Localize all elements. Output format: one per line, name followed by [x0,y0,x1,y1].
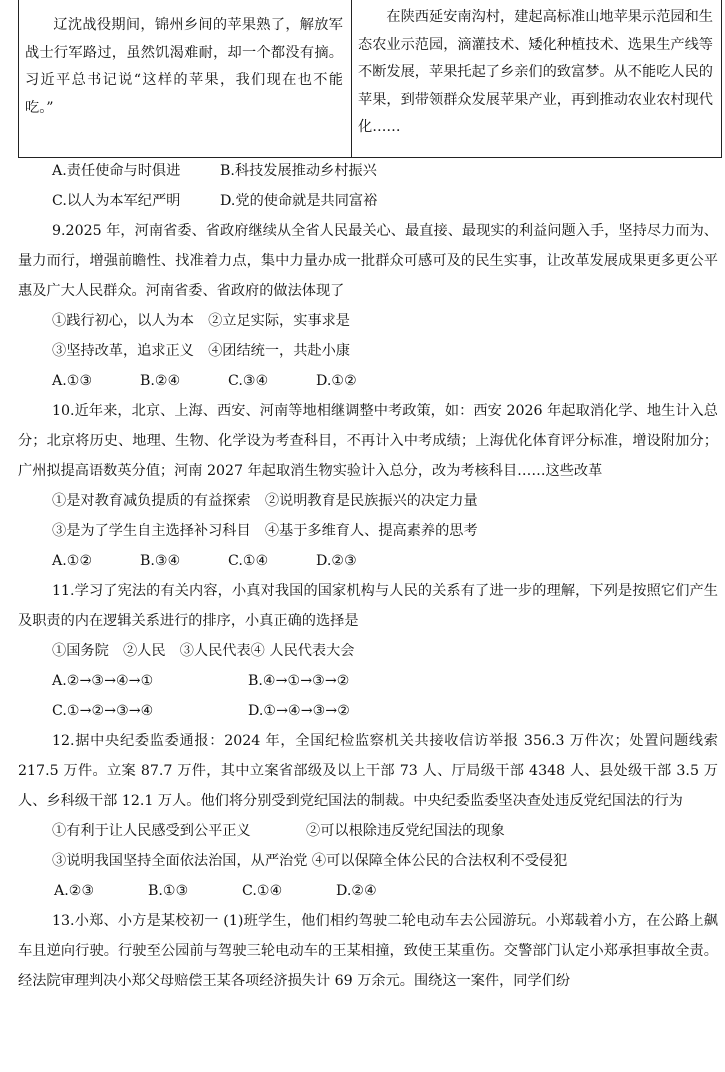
q10-option-a[interactable]: A.①② [52,553,93,569]
q12-stem: 12.据中央纪委监委通报：2024 年，全国纪检监察机关共接收信访举报 356.3 万件次；处置问题线索 217.5 万件。立案 87.7 万件，其中立案省部级及以上干部 73 人、厅局级干部 4348 人、县处级干部 3.5 万人、乡科级干部 12.1 万人。他们将分别受到党纪国法的制裁。中央纪委监委坚决查处违反党纪国法的行为 [18,733,718,809]
q10-options [18,546,718,576]
q12-option-a[interactable]: A.②③ [54,883,95,899]
material-table [18,0,722,158]
q9-statements-2: ③坚持改革，追求正义 ④团结统一，共赴小康 [52,343,350,359]
q8-option-d[interactable]: D.党的使命就是共同富裕 [220,193,378,209]
q11-option-c[interactable]: C.①→②→③→④ [52,703,154,719]
q9-option-d[interactable]: D.①② [316,373,357,389]
question-list [18,156,718,996]
q10-option-b[interactable]: B.③④ [140,553,181,569]
q8-options-row-1 [18,156,718,186]
q12-statements-2: ③说明我国坚持全面依法治国，从严治党 ④可以保障全体公民的合法权利不受侵犯 [52,853,568,869]
q12-statement-2: ②可以根除违反党纪国法的现象 [306,823,505,839]
q10-option-c[interactable]: C.①④ [228,553,269,569]
q8-option-b[interactable]: B.科技发展推动乡村振兴 [220,163,377,179]
q11-options-row-1 [18,666,718,696]
q9-option-b[interactable]: B.②④ [140,373,181,389]
q12-option-c[interactable]: C.①④ [242,883,283,899]
q12-options [18,876,718,906]
material-right-text: 在陕西延安南沟村，建起高标准山地苹果示范园和生态农业示范园，滴灌技术、矮化种植技术、选果生产线等不断发展，苹果托起了乡亲们的致富梦。从不能吃人民的苹果，到带领群众发展苹果产业，再到推动农业农村现代化…… [358,9,713,135]
q8-option-c[interactable]: C.以人为本军纪严明 [52,193,181,209]
q12-statements-1 [18,816,718,846]
q12-statement-1: ①有利于让人民感受到公平正义 [52,823,251,839]
q13-stem: 13.小郑、小方是某校初一 (1)班学生，他们相约驾驶二轮电动车去公园游玩。小郑载着小方，在公路上飙车且逆向行驶。行驶至公园前与驾驶三轮电动车的王某相撞，致使王某重伤。交警部门认定小郑承担事故全责。经法院审理判决小郑父母赔偿王某各项经济损失计 69 万余元。围绕这一案件，同学们纷 [18,913,718,989]
q12-option-b[interactable]: B.①③ [148,883,189,899]
q10-option-d[interactable]: D.②③ [316,553,357,569]
q11-option-d[interactable]: D.①→④→③→② [248,703,350,719]
q12-option-d[interactable]: D.②④ [336,883,377,899]
q10-statements-2: ③是为了学生自主选择补习科目 ④基于多维育人、提高素养的思考 [52,523,478,539]
q11-option-b[interactable]: B.④→①→③→② [248,673,350,689]
q10-statements-1: ①是对教育减负提质的有益探索 ②说明教育是民族振兴的决定力量 [52,493,478,509]
material-right-cell [352,0,721,157]
q8-options-row-2 [18,186,718,216]
q11-options-row-2 [18,696,718,726]
material-left-text: 辽沈战役期间，锦州乡间的苹果熟了，解放军战士行军路过，虽然饥渴难耐，却一个都没有摘。习近平总书记说“这样的苹果，我们现在也不能吃。” [25,17,343,116]
q11-stem: 11.学习了宪法的有关内容，小真对我国的国家机构与人民的关系有了进一步的理解，下列是按照它们产生及职责的内在逻辑关系进行的排序，小真正确的选择是 [18,583,718,629]
q9-option-a[interactable]: A.①③ [52,373,93,389]
q9-option-c[interactable]: C.③④ [228,373,269,389]
material-left-cell [19,0,352,157]
q8-option-a[interactable]: A.责任使命与时俱进 [52,163,181,179]
q11-statements: ①国务院 ②人民 ③人民代表④ 人民代表大会 [52,643,355,659]
q9-options [18,366,718,396]
q9-stem: 9.2025 年，河南省委、省政府继续从全省人民最关心、最直接、最现实的利益问题入手，坚持尽力而为、量力而行，增强前瞻性、找准着力点，集中力量办成一批群众可感可及的民生实事，让改革发展成果更多更公平惠及广大人民群众。河南省委、省政府的做法体现了 [18,223,718,299]
q10-stem: 10.近年来，北京、上海、西安、河南等地相继调整中考政策，如：西安 2026 年起取消化学、地生计入总分；北京将历史、地理、生物、化学设为考查科目，不再计入中考成绩；上海优化体育评分标准，增设附加分；广州拟提高语数英分值；河南 2027 年起取消生物实验计入总分，改为考核科目……这些改革 [18,403,718,479]
q9-statements-1: ①践行初心，以人为本 ②立足实际，实事求是 [52,313,350,329]
q11-option-a[interactable]: A.②→③→④→① [52,673,154,689]
